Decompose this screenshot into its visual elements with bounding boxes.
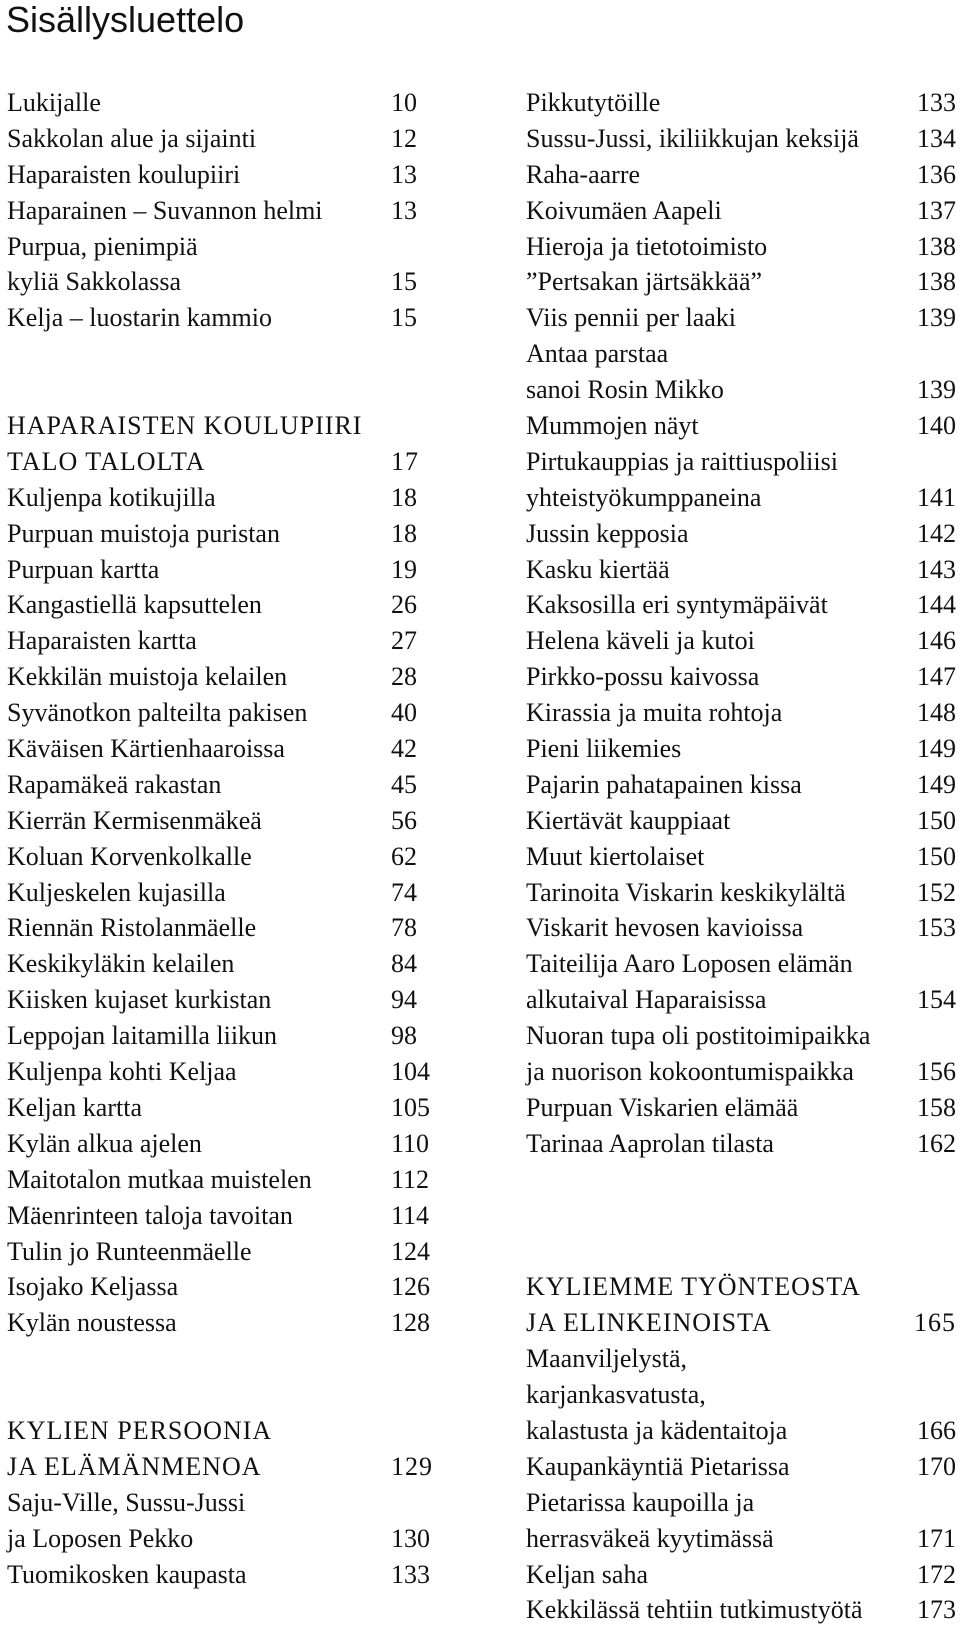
toc-entry-title: Isojako Keljassa bbox=[7, 1272, 179, 1302]
toc-entry bbox=[7, 516, 447, 552]
toc-entry-title: Maitotalon mutkaa muistelen bbox=[7, 1164, 312, 1194]
toc-section-heading bbox=[7, 1449, 447, 1485]
toc-entry bbox=[7, 1234, 447, 1270]
toc-entry bbox=[526, 910, 956, 946]
toc-entry-title: Kaksosilla eri syntymäpäivät bbox=[526, 590, 828, 620]
toc-page-number: 133 bbox=[917, 88, 956, 117]
toc-entry-title: Lukijalle bbox=[7, 88, 101, 117]
toc-entry bbox=[7, 1521, 447, 1557]
toc-entry-title: Keljan saha bbox=[526, 1559, 649, 1589]
toc-entry bbox=[526, 444, 956, 480]
toc-entry-title: Kekkilässä tehtiin tutkimustyötä bbox=[526, 1595, 863, 1625]
toc-entry-title: Taiteilija Aaro Loposen elämän bbox=[526, 949, 853, 979]
toc-left-column bbox=[7, 85, 447, 1592]
toc-entry-title: Pikkutytöille bbox=[526, 88, 661, 117]
toc-page-number: 42 bbox=[391, 734, 417, 764]
toc-page-number: 74 bbox=[391, 877, 417, 907]
toc-page-number: 139 bbox=[917, 303, 956, 333]
toc-entry bbox=[7, 659, 447, 695]
toc-page-number: 146 bbox=[917, 626, 956, 656]
toc-entry bbox=[7, 623, 447, 659]
toc-entry bbox=[526, 300, 956, 336]
toc-spacer bbox=[526, 1162, 956, 1198]
toc-entry-title: herrasväkeä kyytimässä bbox=[526, 1523, 774, 1553]
toc-entry bbox=[526, 875, 956, 911]
toc-section-heading bbox=[7, 408, 447, 444]
toc-page-number: 149 bbox=[917, 769, 956, 799]
toc-entry bbox=[526, 803, 956, 839]
toc-entry bbox=[526, 1377, 956, 1413]
toc-entry-title: HAPARAISTEN KOULUPIIRI bbox=[7, 411, 363, 441]
toc-page-number: 18 bbox=[391, 518, 417, 548]
toc-entry-title: Kangastiellä kapsuttelen bbox=[7, 590, 262, 620]
toc-entry-title: ja Loposen Pekko bbox=[7, 1523, 194, 1553]
toc-entry bbox=[526, 516, 956, 552]
toc-entry-title: Viskarit hevosen kavioissa bbox=[526, 913, 804, 943]
toc-page-number: 19 bbox=[391, 554, 417, 584]
toc-entry-title: Purpuan kartta bbox=[7, 554, 160, 584]
toc-entry-title: Haparaisten kartta bbox=[7, 626, 197, 656]
toc-entry bbox=[7, 946, 447, 982]
toc-entry bbox=[7, 803, 447, 839]
toc-entry-title: ”Pertsakan järtsäkkää” bbox=[526, 267, 763, 297]
toc-page-number: 40 bbox=[391, 698, 417, 728]
toc-entry bbox=[526, 1592, 956, 1628]
toc-entry bbox=[7, 1054, 447, 1090]
toc-entry bbox=[526, 731, 956, 767]
toc-entry bbox=[7, 1269, 447, 1305]
toc-entry-title: Jussin kepposia bbox=[526, 518, 689, 548]
toc-entry-title: Nuoran tupa oli postitoimipaikka bbox=[526, 1021, 871, 1051]
toc-entry-title: Syvänotkon palteilta pakisen bbox=[7, 698, 308, 728]
toc-entry bbox=[526, 157, 956, 193]
toc-entry bbox=[526, 1090, 956, 1126]
toc-entry-title: JA ELÄMÄNMENOA bbox=[7, 1451, 262, 1481]
toc-entry-title: Tulin jo Runteenmäelle bbox=[7, 1236, 252, 1266]
toc-entry bbox=[526, 85, 956, 121]
toc-entry bbox=[7, 300, 447, 336]
toc-page-number: 158 bbox=[917, 1092, 956, 1122]
toc-page-number: 13 bbox=[391, 159, 417, 189]
toc-page-number: 78 bbox=[391, 913, 417, 943]
toc-entry-title: sanoi Rosin Mikko bbox=[526, 375, 724, 405]
toc-entry-title: kalastusta ja kädentaitoja bbox=[526, 1415, 788, 1445]
toc-page-number: 56 bbox=[391, 805, 417, 835]
toc-entry bbox=[7, 157, 447, 193]
toc-entry bbox=[7, 767, 447, 803]
toc-spacer bbox=[7, 336, 447, 372]
toc-entry bbox=[526, 372, 956, 408]
toc-entry-title: Kylän alkua ajelen bbox=[7, 1128, 202, 1158]
toc-entry-title: Riennän Ristolanmäelle bbox=[7, 913, 257, 943]
toc-entry bbox=[526, 408, 956, 444]
toc-entry-title: Kirassia ja muita rohtoja bbox=[526, 698, 783, 728]
toc-entry-title: Pieni liikemies bbox=[526, 734, 682, 764]
toc-entry bbox=[7, 731, 447, 767]
toc-page-number: 142 bbox=[917, 518, 956, 548]
toc-entry bbox=[526, 767, 956, 803]
toc-page-number: 173 bbox=[917, 1595, 956, 1625]
toc-entry bbox=[7, 695, 447, 731]
toc-entry bbox=[526, 1341, 956, 1377]
toc-entry-title: Kaupankäyntiä Pietarissa bbox=[526, 1451, 790, 1481]
toc-entry bbox=[526, 623, 956, 659]
toc-entry-title: Kasku kiertää bbox=[526, 554, 670, 584]
toc-entry bbox=[7, 982, 447, 1018]
toc-entry bbox=[526, 552, 956, 588]
toc-entry-title: Leppojan laitamilla liikun bbox=[7, 1021, 278, 1051]
toc-entry bbox=[526, 1413, 956, 1449]
toc-entry-title: kyliä Sakkolassa bbox=[7, 267, 182, 297]
toc-entry-title: Kuljenpa kohti Keljaa bbox=[7, 1057, 237, 1087]
toc-entry-title: JA ELINKEINOISTA bbox=[526, 1308, 772, 1338]
toc-spacer bbox=[526, 1234, 956, 1270]
toc-section-heading bbox=[526, 1305, 956, 1341]
toc-page-number: 154 bbox=[917, 985, 956, 1015]
toc-entry-title: Keljan kartta bbox=[7, 1092, 142, 1122]
toc-entry-title: Pietarissa kaupoilla ja bbox=[526, 1487, 755, 1517]
toc-entry bbox=[7, 1198, 447, 1234]
toc-entry-title: Mäenrinteen taloja tavoitan bbox=[7, 1200, 293, 1230]
toc-page-number: 140 bbox=[917, 411, 956, 441]
toc-entry-title: KYLIEMME TYÖNTEOSTA bbox=[526, 1272, 861, 1302]
toc-entry-title: Antaa parstaa bbox=[526, 339, 669, 369]
toc-page-number: 104 bbox=[391, 1057, 430, 1087]
toc-entry-title: Kierrän Kermisenmäkeä bbox=[7, 805, 262, 835]
toc-entry-title: alkutaival Haparaisissa bbox=[526, 985, 767, 1015]
toc-entry-title: Kelja – luostarin kammio bbox=[7, 303, 273, 333]
toc-page-number: 128 bbox=[391, 1308, 430, 1338]
toc-page-number: 112 bbox=[391, 1164, 430, 1194]
toc-entry-title: Hieroja ja tietotoimisto bbox=[526, 231, 768, 261]
toc-entry bbox=[526, 193, 956, 229]
toc-page-number: 13 bbox=[391, 195, 417, 225]
toc-page-number: 172 bbox=[917, 1559, 956, 1589]
toc-spacer bbox=[7, 372, 447, 408]
toc-page-number: 18 bbox=[391, 482, 417, 512]
toc-entry bbox=[7, 193, 447, 229]
toc-page-number: 144 bbox=[917, 590, 956, 620]
toc-entry-title: Sussu-Jussi, ikiliikkujan keksijä bbox=[526, 123, 859, 153]
toc-entry bbox=[7, 1485, 447, 1521]
toc-entry bbox=[526, 1126, 956, 1162]
toc-entry bbox=[526, 336, 956, 372]
toc-entry-title: Tuomikosken kaupasta bbox=[7, 1559, 247, 1589]
toc-entry-title: Pajarin pahatapainen kissa bbox=[526, 769, 802, 799]
toc-page-number: 152 bbox=[917, 877, 956, 907]
toc-page-number: 12 bbox=[391, 123, 417, 153]
toc-page-number: 126 bbox=[391, 1272, 430, 1302]
toc-entry-title: Sakkolan alue ja sijainti bbox=[7, 123, 257, 153]
toc-entry bbox=[7, 910, 447, 946]
toc-page-number: 15 bbox=[391, 303, 417, 333]
toc-entry-title: yhteistyökumppaneina bbox=[526, 482, 762, 512]
toc-page-number: 150 bbox=[917, 841, 956, 871]
toc-entry bbox=[526, 946, 956, 982]
toc-page-number: 143 bbox=[917, 554, 956, 584]
toc-entry-title: Kiertävät kauppiaat bbox=[526, 805, 731, 835]
toc-entry-title: Rapamäkeä rakastan bbox=[7, 769, 222, 799]
toc-entry-title: TALO TALOLTA bbox=[7, 446, 206, 476]
toc-entry-title: Kiisken kujaset kurkistan bbox=[7, 985, 272, 1015]
toc-section-heading bbox=[526, 1269, 956, 1305]
toc-entry bbox=[7, 587, 447, 623]
toc-page-number: 139 bbox=[917, 375, 956, 405]
toc-entry-title: Käväisen Kärtienhaaroissa bbox=[7, 734, 285, 764]
toc-page-number: 124 bbox=[391, 1236, 430, 1266]
toc-page-number: 153 bbox=[917, 913, 956, 943]
toc-page-number: 129 bbox=[391, 1451, 433, 1481]
toc-entry bbox=[7, 264, 447, 300]
toc-entry-title: Muut kiertolaiset bbox=[526, 841, 705, 871]
toc-page-number: 149 bbox=[917, 734, 956, 764]
toc-entry bbox=[7, 875, 447, 911]
toc-page-number: 148 bbox=[917, 698, 956, 728]
toc-entry bbox=[7, 1557, 447, 1593]
toc-entry-title: Saju-Ville, Sussu-Jussi bbox=[7, 1487, 246, 1517]
toc-entry-title: Viis pennii per laaki bbox=[526, 303, 736, 333]
toc-page-number: 28 bbox=[391, 662, 417, 692]
toc-entry bbox=[7, 1162, 447, 1198]
toc-entry-title: Keskikyläkin kelailen bbox=[7, 949, 235, 979]
toc-page-number: 15 bbox=[391, 267, 417, 297]
toc-entry bbox=[526, 839, 956, 875]
toc-page-number: 17 bbox=[391, 446, 419, 476]
toc-entry-title: Purpuan muistoja puristan bbox=[7, 518, 280, 548]
toc-entry-title: Purpua, pienimpiä bbox=[7, 231, 198, 261]
toc-page-number: 141 bbox=[917, 482, 956, 512]
toc-page-number: 114 bbox=[391, 1200, 430, 1230]
toc-entry-title: Pirkko-possu kaivossa bbox=[526, 662, 760, 692]
toc-page-number: 134 bbox=[917, 123, 956, 153]
toc-entry-title: ja nuorison kokoontumispaikka bbox=[526, 1057, 854, 1087]
toc-spacer bbox=[7, 1341, 447, 1377]
toc-entry bbox=[7, 1126, 447, 1162]
toc-entry-title: Haparainen – Suvannon helmi bbox=[7, 195, 323, 225]
toc-page-number: 166 bbox=[917, 1415, 956, 1445]
toc-page-number: 94 bbox=[391, 985, 417, 1015]
toc-entry bbox=[526, 1485, 956, 1521]
toc-section-heading bbox=[7, 444, 447, 480]
toc-page-number: 84 bbox=[391, 949, 417, 979]
toc-entry-title: Raha-aarre bbox=[526, 159, 641, 189]
toc-entry bbox=[526, 695, 956, 731]
toc-page-number: 27 bbox=[391, 626, 417, 656]
toc-page-number: 110 bbox=[391, 1128, 430, 1158]
toc-page-number: 137 bbox=[917, 195, 956, 225]
toc-entry-title: Haparaisten koulupiiri bbox=[7, 159, 241, 189]
toc-entry-title: Helena käveli ja kutoi bbox=[526, 626, 755, 656]
toc-entry bbox=[7, 839, 447, 875]
toc-entry-title: Koluan Korvenkolkalle bbox=[7, 841, 252, 871]
toc-page-number: 105 bbox=[391, 1092, 430, 1122]
toc-entry-title: Purpuan Viskarien elämää bbox=[526, 1092, 799, 1122]
toc-entry-title: Maanviljelystä, bbox=[526, 1344, 688, 1374]
toc-section-heading bbox=[7, 1413, 447, 1449]
toc-entry bbox=[526, 1557, 956, 1593]
toc-entry-title: Koivumäen Aapeli bbox=[526, 195, 722, 225]
toc-entry bbox=[526, 1449, 956, 1485]
toc-entry bbox=[526, 480, 956, 516]
toc-page-number: 98 bbox=[391, 1021, 417, 1051]
toc-page-number: 138 bbox=[917, 231, 956, 261]
toc-entry bbox=[7, 1090, 447, 1126]
toc-page-number: 45 bbox=[391, 769, 417, 799]
toc-page-number: 62 bbox=[391, 841, 417, 871]
toc-entry bbox=[7, 552, 447, 588]
toc-entry-title: Kekkilän muistoja kelailen bbox=[7, 662, 288, 692]
toc-page-number: 162 bbox=[917, 1128, 956, 1158]
toc-page-number: 170 bbox=[917, 1451, 956, 1481]
toc-page-number: 147 bbox=[917, 662, 956, 692]
toc-page-number: 136 bbox=[917, 159, 956, 189]
toc-entry bbox=[7, 121, 447, 157]
toc-entry-title: Kylän noustessa bbox=[7, 1308, 177, 1338]
toc-page-number: 171 bbox=[917, 1523, 956, 1553]
toc-entry bbox=[7, 480, 447, 516]
toc-entry bbox=[526, 1054, 956, 1090]
toc-entry bbox=[7, 1305, 447, 1341]
toc-spacer bbox=[526, 1198, 956, 1234]
toc-entry bbox=[526, 659, 956, 695]
toc-entry-title: Kuljeskelen kujasilla bbox=[7, 877, 226, 907]
toc-entry-title: karjankasvatusta, bbox=[526, 1380, 706, 1410]
toc-entry bbox=[526, 1521, 956, 1557]
toc-entry bbox=[526, 229, 956, 265]
page-title: Sisällysluettelo bbox=[6, 0, 245, 40]
toc-entry bbox=[7, 229, 447, 265]
toc-entry-title: Mummojen näyt bbox=[526, 411, 699, 441]
toc-page-number: 130 bbox=[391, 1523, 430, 1553]
toc-page-number: 26 bbox=[391, 590, 417, 620]
toc-page-number: 150 bbox=[917, 805, 956, 835]
toc-entry bbox=[526, 1018, 956, 1054]
toc-entry bbox=[7, 1018, 447, 1054]
toc-entry bbox=[526, 982, 956, 1018]
toc-page-number: 165 bbox=[914, 1308, 956, 1338]
toc-entry-title: KYLIEN PERSOONIA bbox=[7, 1415, 273, 1445]
toc-entry-title: Pirtukauppias ja raittiuspoliisi bbox=[526, 446, 838, 476]
toc-page-number: 133 bbox=[391, 1559, 430, 1589]
toc-entry bbox=[526, 264, 956, 300]
toc-page-number: 10 bbox=[391, 88, 417, 117]
toc-page-number: 138 bbox=[917, 267, 956, 297]
toc-entry-title: Tarinaa Aaprolan tilasta bbox=[526, 1128, 774, 1158]
toc-entry bbox=[526, 121, 956, 157]
toc-right-column bbox=[526, 85, 956, 1628]
toc-page-number: 156 bbox=[917, 1057, 956, 1087]
toc-entry-title: Tarinoita Viskarin keskikylältä bbox=[526, 877, 846, 907]
toc-entry-title: Kuljenpa kotikujilla bbox=[7, 482, 216, 512]
toc-entry bbox=[526, 587, 956, 623]
toc-spacer bbox=[7, 1377, 447, 1413]
toc-entry bbox=[7, 85, 447, 121]
